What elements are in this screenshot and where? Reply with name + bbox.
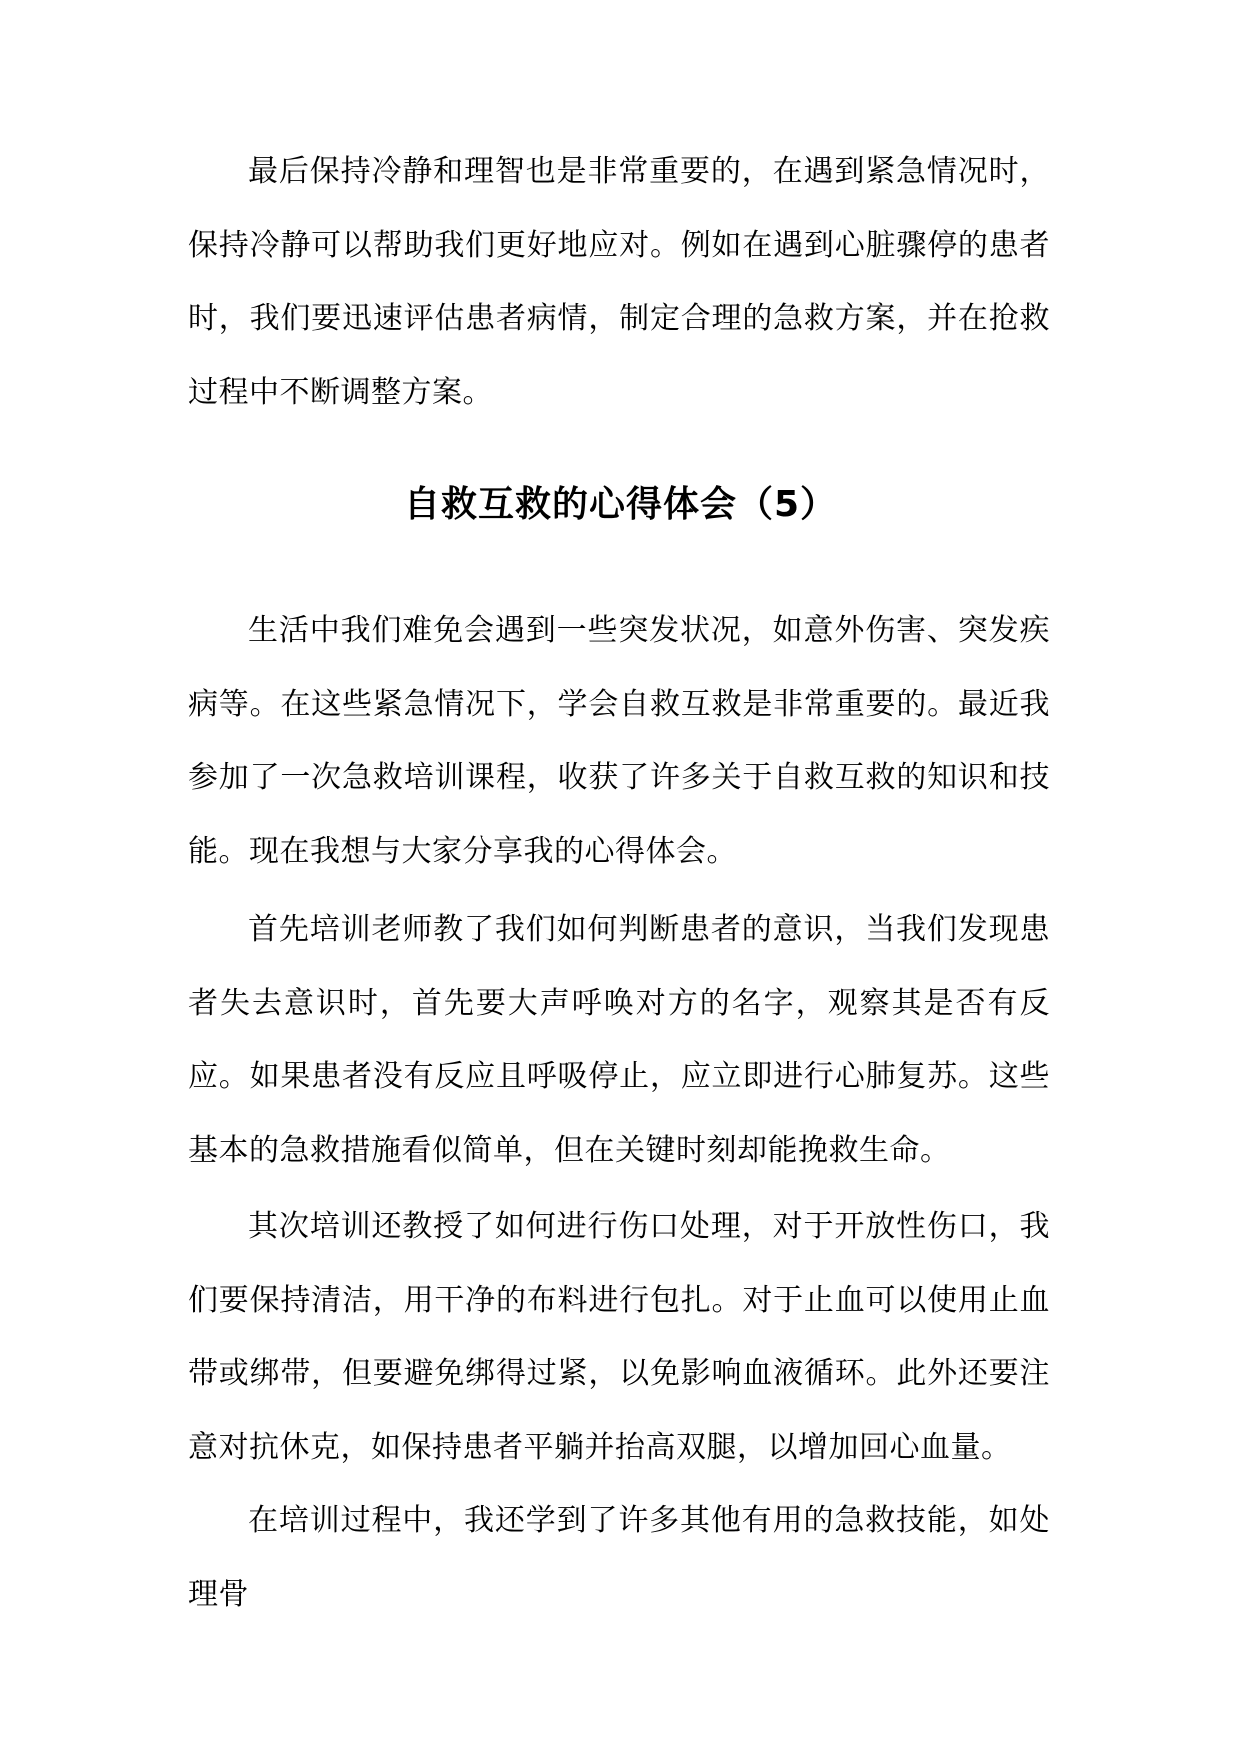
section-title: 自救互救的心得体会（5） bbox=[403, 484, 838, 525]
paragraph-intro: 最后保持冷静和理智也是非常重要的，在遇到紧急情况时，保持冷静可以帮助我们更好地应对。例如在遇到心脏骤停的患者时，我们要迅速评估患者病情，制定合理的急救方案，并在抢救过程中不断调整方案。 bbox=[188, 154, 1050, 410]
paragraph-3: 其次培训还教授了如何进行伤口处理，对于开放性伤口，我们要保持清洁，用干净的布料进行包扎。对于止血可以使用止血带或绑带，但要避免绑得过紧，以免影响血液循环。此外还要注意对抗休克，如保持患者平躺并抬高双腿，以增加回心血量。 bbox=[188, 1209, 1050, 1465]
paragraph-1: 生活中我们难免会遇到一些突发状况，如意外伤害、突发疾病等。在这些紧急情况下，学会自救互救是非常重要的。最近我参加了一次急救培训课程，收获了许多关于自救互救的知识和技能。现在我想与大家分享我的心得体会。 bbox=[188, 613, 1050, 869]
paragraph-2: 首先培训老师教了我们如何判断患者的意识，当我们发现患者失去意识时，首先要大声呼唤对方的名字，观察其是否有反应。如果患者没有反应且呼吸停止，应立即进行心肺复苏。这些基本的急救措施看似简单，但在关键时刻却能挽救生命。 bbox=[188, 912, 1050, 1168]
paragraph-4: 在培训过程中，我还学到了许多其他有用的急救技能，如处理骨 bbox=[188, 1503, 1050, 1612]
